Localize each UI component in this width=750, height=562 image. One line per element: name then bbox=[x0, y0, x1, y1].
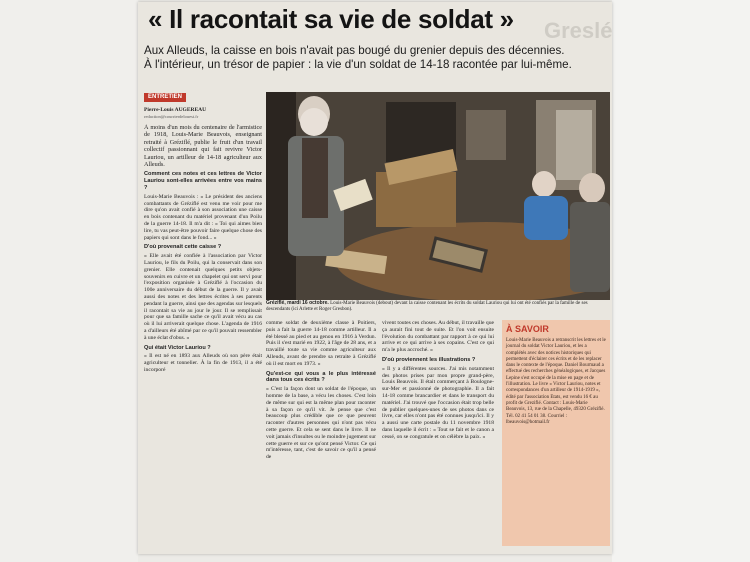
caption-lead: Gréziflé, mardi 16 octobre. bbox=[266, 300, 329, 306]
photo-caption bbox=[266, 300, 610, 316]
interview-question: D'où provenait cette caisse ? bbox=[144, 244, 222, 251]
background-right bbox=[612, 0, 750, 562]
info-box bbox=[502, 320, 610, 546]
interview-answer: « Elle avait été confiée à l'association par Victor Lauriou, le fils du Poilu, qui la conservait dans son grenier. Elle contenait quelques petits objets-souvenirs en cuivre et un chapelet qui ont servi pour l'exposition organisée à Gréziflé à l'occasion du 100e anniversaire du début de la guerre. Il y avait aussi des notes et des lettres écrites à ses parents pendant la guerre, ainsi que des agendas sur lesquels il racontait sa vie au jour le jour. Il se remplissait pour que sa famille sache ce qu'il avait vécu au cas où il lui arriverait quelque chose. L'agenda de 1916 a d'ailleurs été abîmé par ce qu'il pouvait ressembler à une éclat d'obus. » bbox=[144, 253, 262, 341]
bleed-through-text: Greslé bbox=[544, 18, 612, 43]
rubric-badge: ENTRETIEN bbox=[144, 93, 186, 102]
article-column-3 bbox=[382, 320, 494, 554]
interview-answer: comme soldat de deuxième classe à Poitiers, puis a fait la guerre 14-18 comme artilleur. Il a été blessé au pied et au genou en 1916 à Verdun. Puis il s'est marié en 1922, à l'âge de 28 ans, et a travaillé toute sa vie comme agriculteur aux Alleuds, avant de prendre sa retraite à Gréziflé où il est mort en 1973. » bbox=[266, 320, 376, 367]
article-photo bbox=[266, 92, 610, 300]
standfirst-line: À l'intérieur, un trésor de papier : la vie d'un soldat de 14-18 racontée par lui-même. bbox=[144, 58, 572, 71]
standfirst-line: Aux Alleuds, la caisse en bois n'avait pas bougé du grenier depuis des décennies. bbox=[144, 44, 565, 57]
interview-answer: Louis-Marie Beauvois : « Le président des anciens combattants de Gréziflé est venu me voir pour me dire qu'on avait confié à son association une caisse en bois contenant du matériel provenant d'un Poilu de la guerre 14-18. Il m'a dit : « Toi qui aimes bien lire, tu vas peut-être pouvoir faire quelque chose des papiers qui sont dans le fond... » bbox=[144, 193, 262, 241]
article-column-1 bbox=[144, 124, 262, 554]
author-byline: Pierre-Louis AUGEREAU bbox=[144, 107, 207, 113]
background-left bbox=[0, 0, 138, 562]
article-headline: « Il racontait sa vie de soldat » bbox=[148, 4, 514, 34]
interview-question: Qu'est-ce qui vous a le plus intéressé dans tous ces écrits ? bbox=[266, 370, 376, 384]
interview-answer: « C'est la façon dont un soldat de l'époque, un homme de la base, a vécu les choses. C'est loin de même sur qui est la même plan pour raconter à sa façon ce qu'il vit. Je pense que c'est beaucoup plus crédible que ce que peuvent raconter d'autres personnes qui n'ont pas vécu cette guerre. Et cela se sent dans le livre. Il ne voit jamais d'insultes ou le moindre jugement sur cette guerre et sur ce qu'ont pensé Victor. Ce qui m'intéresse, tant, c'est de savoir ce qu'il a pensé de bbox=[266, 386, 376, 461]
info-box-text: Louis-Marie Beauvois a retranscrit les lettres et le journal du soldat Victor Lauriou, et les a complétés avec des notices historiques qui permettent d'éclairer ces écrits et de les replacer dans le contexte de l'époque. Daniel Bourmaud a effectué des recherches généalogiques, et Jacques Lepine s'est occupé de la mise en page et de l'illustration. Le livre « Victor Lauriou, notes et correspondances d'un artilleur de 1914-1919 », édité par l'association Etats, est vendu 16 € au profit de Greziflé. Contact : Louis-Marie Beauvois, 13, rue de la Chapelle, 49320 Gréziflé. Tél. 02 41 54 01 38. Courriel : lbeauvois@hotmail.fr bbox=[506, 338, 606, 425]
interview-answer: « Il est né en 1893 aux Alleuds où son père était agriculteur et tonnelier. À la fin de 1913, il a été incorporé bbox=[144, 353, 262, 373]
interview-question: Qui était Victor Lauriou ? bbox=[144, 344, 211, 351]
lead-paragraph: À moins d'un mois du centenaire de l'armistice de 1918, Louis-Marie Beauvois, enseignant retraité à Gréziflé, publie le fruit d'un travail collectif passionnant qui fait revivre Victor Lauriou, un artilleur de 14-18 agriculteur aux Alleuds. bbox=[144, 124, 262, 169]
article-standfirst bbox=[144, 44, 599, 72]
info-box-title: À SAVOIR bbox=[506, 324, 549, 334]
newspaper-clipping bbox=[138, 2, 612, 554]
interview-question: Comment ces notes et ces lettres de Victor Lauriou sont-elles arrivées entre vos mains ? bbox=[144, 171, 262, 192]
interview-answer: « Il y a différentes sources. J'ai mis notamment des photos prises par mon propre grand-père, Louis Beauvois. Il était commerçant à Boulogne-sur-Mer et passionné de photographie. Il a fait 14-18 comme brancardier et dans le transport du matériel. J'ai trouvé que l'occasion était trop belle de publier quelques-unes de ses photos dans ce livre, car elles n'ont pas été connues jusqu'ici. Il y a aussi une carte postale du 11 novembre 1918 dans laquelle il écrit : « Tout se fait et le canon a cessé, on se congratule et on célèbre la paix. » bbox=[382, 365, 494, 440]
photo-illustration bbox=[266, 92, 610, 300]
interview-answer: vivent toutes ces choses. Au début, il travaille que ça aurait fini tout de suite. Et l'on voit ensuite l'évolution du combattant par rapport à ce qui lui arrive et ce qui arrive à ses copains. C'est ce qui m'a le plus accroché. » bbox=[382, 320, 494, 354]
author-email: redaction@courrierdelouest.fr bbox=[144, 114, 199, 119]
caption-text: Louis-Marie Beauvois (debout) devant la caisse contenant les écrits du soldat Lauriou qui lui ont été confiés par la famille de ses descendants (ici Arlette et Roger Gresbon). bbox=[266, 301, 588, 312]
interview-question: D'où proviennent les illustrations ? bbox=[382, 356, 476, 363]
article-column-2 bbox=[266, 320, 376, 554]
